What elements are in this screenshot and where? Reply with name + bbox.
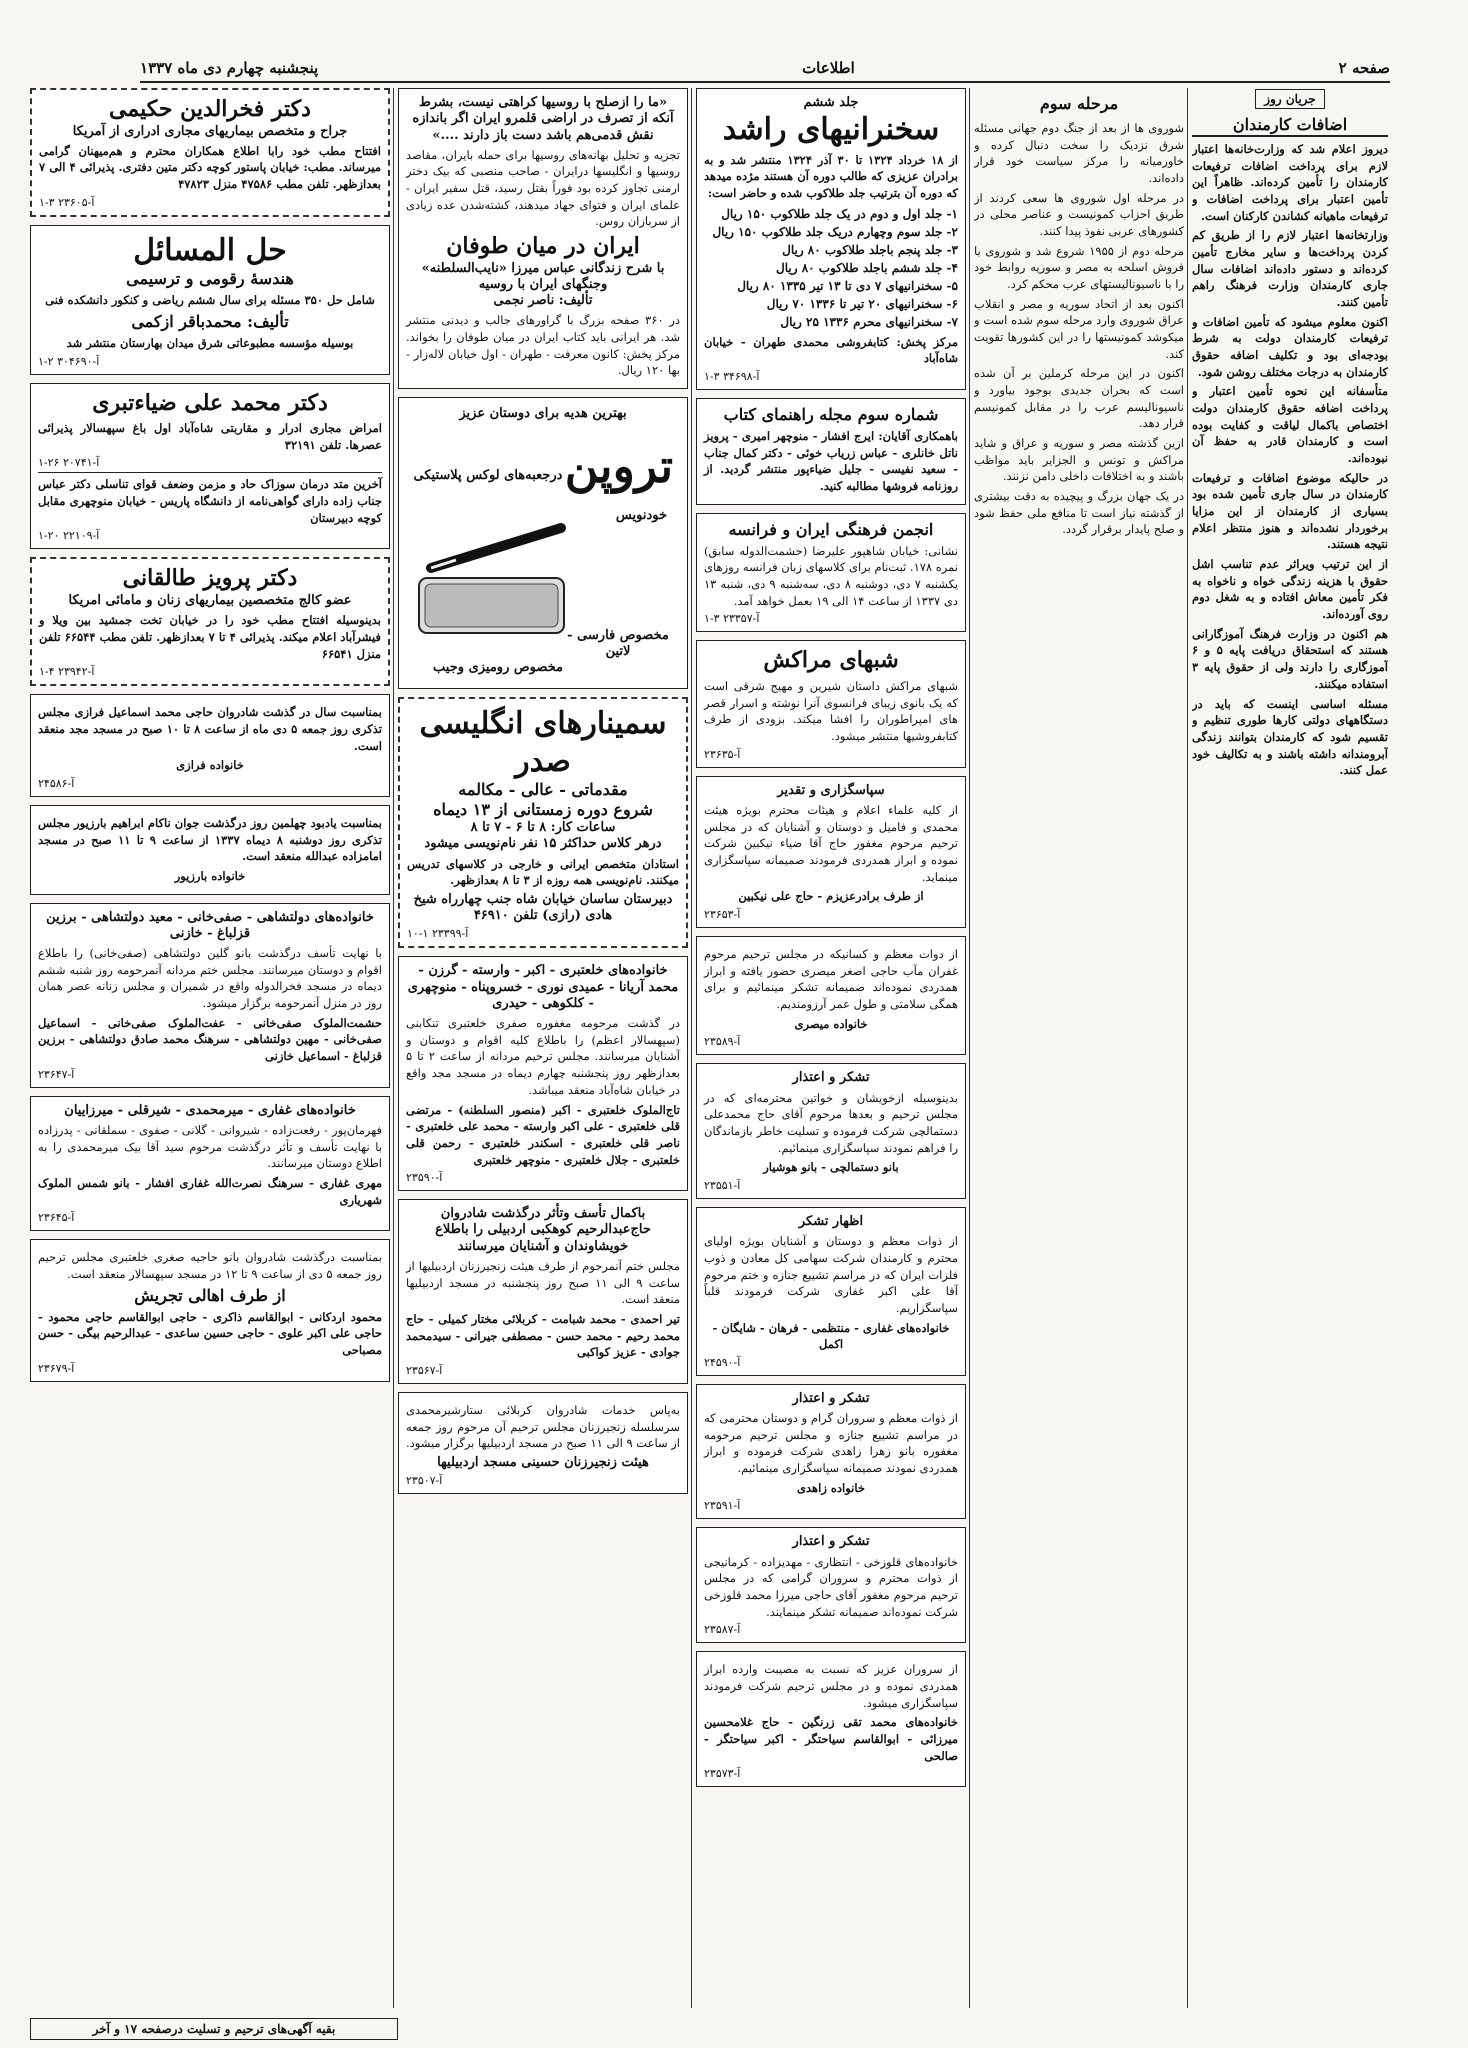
storm-book-author: تألیف: ناصر نجمی xyxy=(493,293,593,309)
thanks-notice xyxy=(696,1207,966,1376)
article-paragraph: مرحله دوم از ۱۹۵۵ شروع شد و شوروی با فروش اسلحه به مصر و سوریه روابط خود را با ناسیونالیستهای عرب محکم کرد. xyxy=(974,243,1184,292)
doctor-specialty: جراح و متخصص بیماریهای مجاری ادراری از آمریکا xyxy=(72,123,348,139)
seminar-start: شروع دوره زمستانی از ۱۳ دیماه xyxy=(433,800,653,820)
seminar-hours: ساعات کار: ۸ تا ۶ - ۷ تا ۸ xyxy=(470,820,616,836)
obituary-notice xyxy=(30,903,390,1088)
doctor-extra-ad: آخرین متد درمان سوزاک حاد و مزمن وضعف قوای تناسلی دکتر عباس جناب زاده دارای گواهی‌نامه از دانشگاه پاریس - خیابان منوچهری مقابل کوچه دبیرستان xyxy=(38,472,382,526)
article-paragraph: اکنون بعد از اتحاد سوریه و مصر و انقلاب عراق شوروی وارد مرحله سوم شده است و میکوشد کمونیستها را در این کشورها تقویت کند. xyxy=(974,296,1184,361)
column-rule xyxy=(1187,88,1188,2008)
magazine-title: شماره سوم مجله راهنمای کتاب xyxy=(723,405,939,425)
ad-reference: آ-۲۴۵۸۶ xyxy=(38,776,75,790)
thanks-notice xyxy=(696,936,966,1055)
obituary-signature: خانواده فرازی xyxy=(176,758,244,773)
column-editorial xyxy=(1192,88,1388,2008)
notice-body: بدینوسیله ازخویشان و خواتین محترمه‌ای که در مجلس ترحیم و بعدها مرحوم آقای حاج محمدعلی دستمالچی شرکت فرموده و تسلیت خاطر بازماندگان را فراهم نمودند سپاسگزاری مینمائیم. xyxy=(704,1090,958,1155)
notice-body: خانواده‌های قلوزخی - انتظاری - مهدیزاده - کرمانیجی از ذوات محترم و سروران گرامی که در مجلس ترحیم مرحوم مغفور آقای حاجی میرزا محمد قلوزخی شرکت نموده‌اند صمیمانه تشکر مینمایند. xyxy=(704,1554,958,1619)
notice-body: از دوات معظم و کسانیکه در مجلس ترحیم مرحوم غفران مآب حاجی اصغر میصری حضور یافته و ابراز همدردی نموده‌اند صمیمانه تشکر مینمائیم و برای همگی سلامتی و طول عمر آرزومندیم. xyxy=(704,946,958,1011)
article-paragraph: شوروی ها از بعد از جنگ دوم جهانی مسئله شرق نزدیک را سخت دنبال کرده و خاورمیانه را مرکز سیاست خود قرار داده‌اند. xyxy=(974,121,1184,186)
obituary-names: حشمت‌الملوک صفی‌خانی - عفت‌الملوک صفی‌خانی - اسماعیل صفی‌خانی - مهین دولتشاهی - سرهنگ محمد صادق دولتشاهی - برزین قزلباغ - اسماعیل خازنی xyxy=(38,1015,382,1064)
article-paragraph: ازین گذشته مصر و سوریه و عراق و شاید مراکش و تونس و الجزایر باید مواظب باشند و به اختلافات داخلی دامن نزنند. xyxy=(974,436,1184,484)
column-rule xyxy=(691,88,692,2008)
ad-reference: آ-۲۳۵۶۷ xyxy=(406,1363,443,1377)
seminar-class-size: درهر کلاس حداکثر ۱۵ نفر نام‌نویسی میشود xyxy=(424,836,662,852)
quote-body: تجزیه و تحلیل بهانه‌های روسیها برای حمله بایران، مقاصد روسیها و انگلیسها درایران - صاحب منصبی که بیک دختر ارمنی تجاوز کرده بود فوراً بقتل رسید، قتل سفیر ایران - علمای ایران و فتوای جهاد میدهند، کشته‌شدن عده زیادی از سربازان روس. xyxy=(406,147,680,229)
storm-book-title: ایران در میان طوفان xyxy=(446,233,640,260)
pen-line-4: مخصوص رومیزی وجیب xyxy=(433,660,563,676)
seminar-title: سمینارهای انگلیسی صدر xyxy=(419,706,667,779)
editorial-title: اضافات کارمندان xyxy=(1192,115,1388,137)
magazine-body: باهمکاری آقایان: ایرج افشار - منوچهر امیری - پرویز ناتل خانلری - عباس زریاب خوئی - دکتر کمال جناب - سعید نفیسی - جلیل ضیاءپور منتشر گردید. از روزنامه فروشها مطالبه کنید. xyxy=(704,429,958,494)
ad-reference: آ-۲۳۶۷۹ xyxy=(38,1361,75,1375)
doctor-body: افتتاح مطب خود رابا اطلاع همکاران محترم و هم‌میهنان گرامی میرساند. مطب: خیابان پاستور کوچه دکتر متین دفتری. پذیرائی ۴ الی ۷ بعدازظهر. تلفن مطب ۴۷۵۸۶ منزل ۴۷۸۲۳ xyxy=(39,143,381,192)
ad-reference: آ-۳۰۴۶۹۰ ۲-۱ xyxy=(38,354,100,368)
obituary-body: بمناسبت درگذشت شادروان بانو حاجیه صغری خلعتبری مجلس ترحیم روز جمعه ۵ دی از ساعت ۹ تا ۱۲ در مسجد سپهسالار منعقد است. xyxy=(38,1250,382,1282)
geometry-book-subtitle: هندسهٔ رقومی و ترسیمی xyxy=(126,269,294,289)
doctor-ad-taleghani xyxy=(30,557,390,686)
pen-box-illustration xyxy=(411,518,571,648)
obituary-title: خانواده‌های خلعتبری - اکبر - وارسته - گرزن - محمد آریانا - عمیدی نوری - خسروپناه - منوچهری - کلکوهی - حیدری xyxy=(407,963,679,1011)
notice-body: از ذوات معظم و سروران گرام و دوستان محترمی که در مراسم تشییع جنازه و مجلس ترحیم مرحومه مغفوره بانو زهرا زاهدی شرکت فرموده و ابراز همدردی نمودند صمیمانه سپاسگزاری مینمائیم. xyxy=(704,1411,958,1476)
article-paragraph: اکنون در این مرحله کرملین بر آن شده است که بحران جدیدی بوجود بیاورد و ناسیونالیسم عرب را در مقابل کمونیسم قرار دهد. xyxy=(974,366,1184,431)
book-ad-storm xyxy=(398,88,688,389)
doctor-body: امراض مجاری ادرار و مقاربتی شاه‌آباد اول باغ سپهسالار پذیرائی عصرها. تلفن ۳۲۱۹۱ xyxy=(38,421,382,452)
storm-book-subtitle: با شرح زندگانی عباس میرزا «نایب‌السلطنه» وجنگهای ایران با روسیه xyxy=(421,260,665,292)
column-article xyxy=(974,88,1184,2008)
ad-reference: آ-۲۳۶۰۵ ۳-۱ xyxy=(39,195,95,209)
column-ads-left xyxy=(30,88,390,2008)
obituary-title: از طرف اهالی تجریش xyxy=(134,1285,286,1305)
continued-note: بقیه آگهی‌های ترحیم و تسلیت درصفحه ۱۷ و آخر xyxy=(30,2018,398,2040)
article-paragraph: در یک جهان بزرگ و پیچیده به دقت بیشتری از گذشته نیاز است تا منافع ملی حفظ شود و صلح پایدار برقرار گردد. xyxy=(974,489,1184,537)
obituary-body: مجلس ختم آنمرحوم از طرف هیئت زنجیرزنان اردبیلیها از ساعت ۹ الی ۱۱ صبح روز پنجشنبه در مسجد اردبیلیها منعقد است. xyxy=(406,1258,681,1307)
notice-body: از کلیه علماء اعلام و هیئات محترم بویژه هیئت محمدی و فامیل و دوستان و آشنایان که در مجلس ترحیم مرحوم مغفور حاج آقا ضیاء نیکبین شرکت نموده و ابراز همدردی فرمودند صمیمانه سپاسگزاری مینماید. xyxy=(704,802,958,884)
magazine-ad xyxy=(696,398,966,505)
obituary-notice xyxy=(30,1239,390,1381)
novel-title: شبهای مراکش xyxy=(763,647,899,674)
doctor-ad-ziatabari xyxy=(30,383,390,550)
obituary-notice xyxy=(30,1096,390,1232)
editorial-paragraph: وزارتخانه‌ها اعتبار لازم را از طریق کم کردن پرداخت‌ها و سایر مخارج تأمین کرده‌اند و دستور داده‌اند اضافات سال جاری کارمندان وزارت فرهنگ راهم تأمین کنند. xyxy=(1192,228,1388,310)
price-item: ۴- جلد ششم باجلد طلاکوب ۸۰ ریال xyxy=(776,260,958,275)
notice-signature: بانو دستمالچی - بانو هوشیار xyxy=(763,1160,899,1175)
thanks-notice xyxy=(696,776,966,928)
column-rule xyxy=(969,88,970,2008)
seminar-body: استادان متخصص ایرانی و خارجی در کلاسهای تدریس میکنند. نام‌نویسی همه روزه از ۳ تا ۸ بعدازظهر. xyxy=(407,856,679,888)
price-item: ۷- سخنرانیهای محرم ۱۳۳۶ ۲۵ ریال xyxy=(780,314,958,329)
thanks-notice xyxy=(696,1527,966,1643)
storm-book-body: در ۳۶۰ صفحه بزرگ با گراورهای جالب و دیدنی منتشر شد. هر ایرانی باید کتاب ایران در میان طوفان را بخواند. مرکز پخش: کانون معرفت - طهران - اول خیابان لاله‌زار - بها ۱۲۰ ریال. xyxy=(406,313,680,378)
doctor-ad-hakimi xyxy=(30,88,390,217)
thanks-notice xyxy=(696,1651,966,1787)
obituary-notice xyxy=(30,805,390,895)
pen-line-2: مخصوص فارسی - لاتین xyxy=(567,628,669,660)
doctor-name: دکتر پرویز طالقانی xyxy=(122,565,298,592)
obituary-names: تاج‌الملوک خلعتبری - اکبر (منصور السلطنه) - مرتضی قلی خلعتبری - علی اکبر وارسته - محمد علی خلعتبری - ناصر قلی خلعتبری - اسکندر خلعتبری - رحمن قلی خلعتبری - جلال خلعتبری - منوچهر خلعتبری xyxy=(406,1102,680,1167)
obituary-names: تیر احمدی - محمد شبامت - کربلائی مختار کمیلی - حاج محمد رحیم - محمد حسن - مصطفی جیرانی - سیدمحمد جوادی - عزیز کواکبی xyxy=(406,1311,680,1360)
ad-reference: آ-۲۲۱۰۹ ۲۰-۱ xyxy=(38,529,100,543)
quote-headline: «ما را ازصلح با روسیها کراهتی نیست، بشرط آنکه از تصرف در اراضی قلمرو ایران اگر باندازه نقش قدمی‌هم باشد دست باز دارند ....» xyxy=(412,95,674,143)
obituary-names: محمود اردکانی - ابوالقاسم ذاکری - حاجی ابوالقاسم حاجی محمود - حاجی علی اکبر علوی - حاجی حسین ساعدی - عبدالرحیم بیگی - حسن مصباحی xyxy=(38,1309,382,1358)
price-list xyxy=(704,205,958,331)
book-title: سخنرانیهای راشد xyxy=(722,112,940,148)
ad-reference: آ-۲۳۶۴۵ xyxy=(38,1211,75,1225)
thanks-notice xyxy=(696,1063,966,1199)
obituary-body: بمناسبت سال در گذشت شادروان حاجی محمد اسماعیل فرازی مجلس تذکری روز جمعه ۵ دی ماه از ساعت ۸ تا ۱۰ صبح در مسجد مجد منعقد است. xyxy=(38,705,382,753)
ad-reference: آ-۲۳۶۳۵ xyxy=(704,747,741,761)
doctor-name: دکتر محمد علی ضیاءتبری xyxy=(92,389,328,416)
obituary-title: خانواده‌های غفاری - میرمحمدی - شیرقلی - میرزاییان xyxy=(64,1102,356,1118)
geometry-book-author: تألیف: محمدباقر ازکمی xyxy=(131,311,289,331)
ad-reference: آ-۲۳۵۸۹ xyxy=(704,1035,741,1049)
editorial-paragraph: از این ترتیب ویراثر عدم تناسب اشل حقوق با هزینه زندگی خواه و ناخواه به فکر تأمین معاش افتاده و به شغل دوم روی آورده‌اند. xyxy=(1192,557,1388,622)
newspaper-name: اطلاعات xyxy=(802,59,855,77)
ad-reference: آ-۲۳۳۵۷ ۳-۱ xyxy=(704,612,760,626)
column-rule xyxy=(393,88,394,2008)
editorial-paragraph: هم اکنون در وزارت فرهنگ آموزگارانی هستند که استحقاق دریافت پایه ۵ و ۶ آموزگاری را دارند ولی از حقوق پایه ۳ استفاده میکنند. xyxy=(1192,626,1388,691)
page-header xyxy=(140,55,1390,83)
notice-signature: از طرف برادرعزیزم - حاج علی نیکبین xyxy=(738,889,924,904)
editorial-paragraph: در حالیکه موضوع اضافات و ترفیعات کارمندان در سال جاری تأمین شده بود بسیاری از کارمندان از این مزایا برخوردار نشده‌اند و هنوز منتظر اعلام نتیجه هستند. xyxy=(1192,470,1388,552)
pen-advertisement xyxy=(398,397,688,689)
association-body: نشانی: خیابان شاهپور علیرضا (حشمت‌الدوله سابق) نمره ۱۷۸. ثبت‌نام برای کلاسهای زبان فرانسه روزهای یکشنبه ۷ دی، دوشنبه ۸ دی، سه‌شنبه ۹ دی، شنبه ۱۳ دی ۱۳۳۷ از ساعت ۱۴ الی ۱۹ بعمل خواهد آمد. xyxy=(704,543,959,608)
price-item: ۱- جلد اول و دوم در یک جلد طلاکوب ۱۵۰ ریال xyxy=(721,206,958,221)
notice-signature: خانواده‌های محمد تقی زرنگین - حاج غلامحسین میرزائی - ابوالقاسم سیاحتگر - اکبر سیاحتگر - صالحی xyxy=(704,1715,958,1763)
ad-reference: آ-۳۴۶۹۸ ۳-۱ xyxy=(704,370,760,384)
notice-title: سپاسگزاری و تقدیر xyxy=(777,782,885,798)
doctor-name: دکتر فخرالدین حکیمی xyxy=(109,96,311,122)
book-intro: از ۱۸ خرداد ۱۳۲۴ تا ۳۰ آذر ۱۳۲۴ منتشر شد و به برادران عزیزی که طالب دوره آن هستند مژده میدهد که دوره آن بترتیب جلد طلاکوب شده و حاضر است: xyxy=(704,152,958,201)
price-item: ۲- جلد سوم وچهارم دریک جلد طلاکوب ۱۵۰ ریال xyxy=(712,224,958,239)
obituary-notice xyxy=(398,1199,688,1384)
book-ad-geometry xyxy=(30,225,390,375)
ad-reference: آ-۲۴۵۹۰ xyxy=(704,1355,741,1369)
obituary-notice xyxy=(398,956,688,1191)
ad-reference: آ-۲۳۵۵۱ xyxy=(704,1178,741,1192)
price-item: ۵- سخنرانیهای ۷ دی تا ۱۳ تیر ۱۳۳۵ ۸۰ ریال xyxy=(737,278,958,293)
distribution-info: مرکز پخش: کتابفروشی محمدی طهران - خیابان شاه‌آباد xyxy=(704,334,958,366)
obituary-title: هیئت زنجیرزنان حسینی مسجد اردبیلیها xyxy=(437,1454,649,1470)
column-ads-center xyxy=(696,88,966,2008)
pen-line-3: درجعبه‌های لوکس پلاستیکی xyxy=(413,468,563,484)
geometry-book-title: حل المسائل xyxy=(133,232,287,268)
notice-title: تشکر و اعتذار xyxy=(792,1534,870,1550)
notice-body: از سروران عزیز که نسبت به مصیبت وارده ابراز همدردی نموده و در مجلس ترحیم شرکت فرمودند سپاسگزاری میشود. xyxy=(704,1662,958,1710)
pen-tagline: بهترین هدیه برای دوستان عزیز xyxy=(459,406,627,422)
geometry-book-body: شامل حل ۳۵۰ مسئله برای سال ششم ریاضی و کنکور دانشکده فنی xyxy=(45,293,375,308)
novel-body: شبهای مراکش داستان شیرین و مهیج شرقی است که یک بانوی زیبای فرانسوی آنرا نوشته و اسرار قصر های امپراطوران را افشا میکند. بزودی از طرف کتابفروشیها منتشر میشود. xyxy=(704,678,958,743)
notice-signature: خانواده میصری xyxy=(794,1016,868,1031)
obituary-body: فهرمان‌پور - رفعت‌زاده - شیروانی - گلانی - صفوی - سملقانی - پدرزاده با نهایت تأسف و تأثر درگذشت مرحوم سید آقا بیک میرمحمدی را به اطلاع دوستان میرسانند. xyxy=(38,1123,382,1171)
ad-reference: آ-۲۳۹۴۲ ۴-۱ xyxy=(39,665,95,679)
obituary-title: خانواده‌های دولتشاهی - صفی‌خانی - معید دولتشاهی - برزین قزلباغ - خازنی xyxy=(46,909,374,941)
ad-reference: آ-۲۰۷۴۱ ۲۶-۱ xyxy=(38,456,100,470)
article-title: مرحله سوم xyxy=(1039,94,1119,113)
obituary-body: بمناسبت یادبود چهلمین روز درگذشت جوان ناکام ابراهیم بارزیور مجلس تذکری روز دوشنبه ۸ دیماه ۱۳۳۷ از ساعت ۹ تا ۱۱ صبح در مسجد امامزاده عبدالله منعقد است. xyxy=(38,815,382,864)
ad-reference: آ-۲۳۵۷۳ xyxy=(704,1767,741,1781)
page-number: صفحه ۲ xyxy=(1338,59,1390,77)
issue-date: پنجشنبه چهارم دی ماه ۱۳۳۷ xyxy=(140,59,319,77)
price-item: ۶- سخنرانیهای ۲۰ تیر تا ۱۳۳۶ ۷۰ ریال xyxy=(766,296,958,311)
notice-signature: خانواده‌های غفاری - منتظمی - فرهان - شایگان - اکمل xyxy=(712,1320,950,1352)
obituary-body: به‌پاس خدمات شادروان کربلائی ستارشیرمحمدی سرسلسله زنجیرزنان مجلس ترحیم آن مرحوم روز جمعه از ساعت ۹ الی ۱۱ صبح در مسجد اردبیلیها برگزار میشود. xyxy=(405,1402,680,1451)
association-ad xyxy=(696,513,966,633)
ad-reference: آ-۲۳۵۸۷ xyxy=(704,1623,741,1637)
obituary-body: در گذشت مرحومه مغفوره صفری خلعتبری تنکابنی (سپهسالار اعظم) را باطلاع کلیه اقوام و دوستان و آشنایان میرسانند. مجلس ترحیم مردانه از ساعت ۲ تا ۵ بعدازظهر روز پنجشنبه چهارم دیماه در مسجد مجد واقع در خیابان شاه‌آباد منعقد میباشد. xyxy=(406,1016,680,1097)
book-ad-rashed xyxy=(696,88,966,390)
ad-reference: آ-۲۳۳۹۹ ۱-۱۰ xyxy=(407,927,469,941)
seminar-school: دبیرستان ساسان خیابان شاه جنب چهارراه شیخ هادی (رازی) تلفن ۴۶۹۱۰ xyxy=(413,891,673,924)
obituary-notice xyxy=(30,694,390,797)
notice-signature: خانواده زاهدی xyxy=(797,1480,865,1495)
editorial-paragraph: مسئله اساسی اینست که باید در دستگاههای دولتی کارها طوری تنظیم و تقسیم شود که کارمندان بتوانند زندگی آبرومندانه داشته باشند و به تکالیف خود عمل کنند. xyxy=(1192,696,1388,778)
ad-reference: آ-۲۳۵۹۱ xyxy=(704,1499,741,1513)
price-item: ۳- جلد پنجم باجلد طلاکوب ۸۰ ریال xyxy=(782,242,958,257)
article-paragraph: در مرحله اول شوروی ها سعی کردند از طریق احزاب کمونیست و عناصر محلی در کشورهای عربی نفوذ پیدا کنند. xyxy=(974,190,1184,239)
notice-body: از ذوات معظم و دوستان و آشنایان بویژه اولیای محترم و کارمندان شرکت سهامی کل معادن و ذوب فلزات ایران که در مراسم تشییع جنازه و ختم مرحوم آقا علی اکبر غفاری شرکت فرمودند قلباً سپاسگزاریم. xyxy=(704,1234,958,1315)
section-kicker: جریان روز xyxy=(1255,89,1324,109)
thanks-notice xyxy=(696,1384,966,1520)
editorial-paragraph: دیروز اعلام شد که وزارت‌خانه‌ها اعتبار لازم برای پرداخت اضافات ترفیعات کارمندان را تأمین کرده‌اند. ظاهراً این تأمین اعتبار برای پرداخت اضافات و ترفیعات ماهیانه کشاندن کارکنان است. xyxy=(1192,142,1388,223)
obituary-signature: خانواده بارزیور xyxy=(174,868,246,883)
pen-line-1: خودنویس xyxy=(615,508,667,524)
english-seminar-ad xyxy=(398,697,688,948)
notice-title: تشکر و اعتذار xyxy=(792,1070,870,1086)
editorial-paragraph: اکنون معلوم میشود که تأمین اضافات و ترفیعات کارمندان دولت به شرط بودجه‌ای بود و تکلیف اضافه حقوق کارمندان به درجات مختلف روشن شود. xyxy=(1192,314,1388,379)
obituary-names: مهری غفاری - سرهنگ نصرت‌الله غفاری افشار - بانو شمس الملوک شهریاری xyxy=(38,1176,382,1207)
notice-title: تشکر و اعتذار xyxy=(792,1390,870,1406)
seminar-levels: مقدماتی - عالی - مکالمه xyxy=(458,780,628,800)
novel-ad xyxy=(696,640,966,767)
ad-reference: آ-۲۳۵۰۷ xyxy=(406,1474,443,1488)
doctor-specialty: عضو کالج متخصصین بیماریهای زنان و مامائی امریکا xyxy=(68,592,352,608)
column-ads-middle xyxy=(398,88,688,2008)
obituary-title: باکمال تأسف وتأثر درگذشت شادروان حاج‌عبدالرحیم کوهکبی اردبیلی را باطلاع خویشاوندان و آشنایان میرسانند xyxy=(435,1206,651,1254)
obituary-notice xyxy=(398,1392,688,1494)
ad-reference: آ-۲۳۵۹۰ xyxy=(406,1171,443,1185)
ad-reference: آ-۲۳۶۴۷ xyxy=(38,1067,75,1081)
notice-title: اظهار تشکر xyxy=(798,1213,864,1229)
geometry-book-publisher: بوسیله مؤسسه مطبوعاتی شرق میدان بهارستان منتشر شد xyxy=(66,335,354,350)
editorial-paragraph: متأسفانه این نحوه تأمین اعتبار و پرداخت اضافه حقوق کارمندان دولت اختصاص باکمال لیاقت و کفایت بوده است و کارمندان قادر به حفظ آن نبوده‌اند. xyxy=(1192,384,1388,466)
book-volume: جلد ششم xyxy=(803,95,859,110)
obituary-body: با نهایت تأسف درگذشت بانو گلین دولتشاهی (صفی‌خانی) را باطلاع اقوام و دوستان میرسانند. مجلس ختم مردانه آنمرحومه روز شنبه ششم دیماه در مسجد فخرالدوله واقع در شمیران و مجلس زنانه عصر همان روز در منزل آنمرحومه برگزار میشود. xyxy=(38,946,382,1011)
doctor-body: بدینوسیله افتتاح مطب خود را در خیابان تخت جمشید بین ویلا و فیشرآباد اعلام میکند. پذیرائی ۴ تا ۷ بعدازظهر. تلفن مطب ۶۶۵۴۴ تلفن منزل ۶۶۵۴۱ xyxy=(39,613,381,661)
ad-reference: آ-۲۳۶۵۳ xyxy=(704,907,741,921)
association-title: انجمن فرهنگی ایران و فرانسه xyxy=(728,519,934,539)
pen-brand: تروپن xyxy=(564,439,673,494)
